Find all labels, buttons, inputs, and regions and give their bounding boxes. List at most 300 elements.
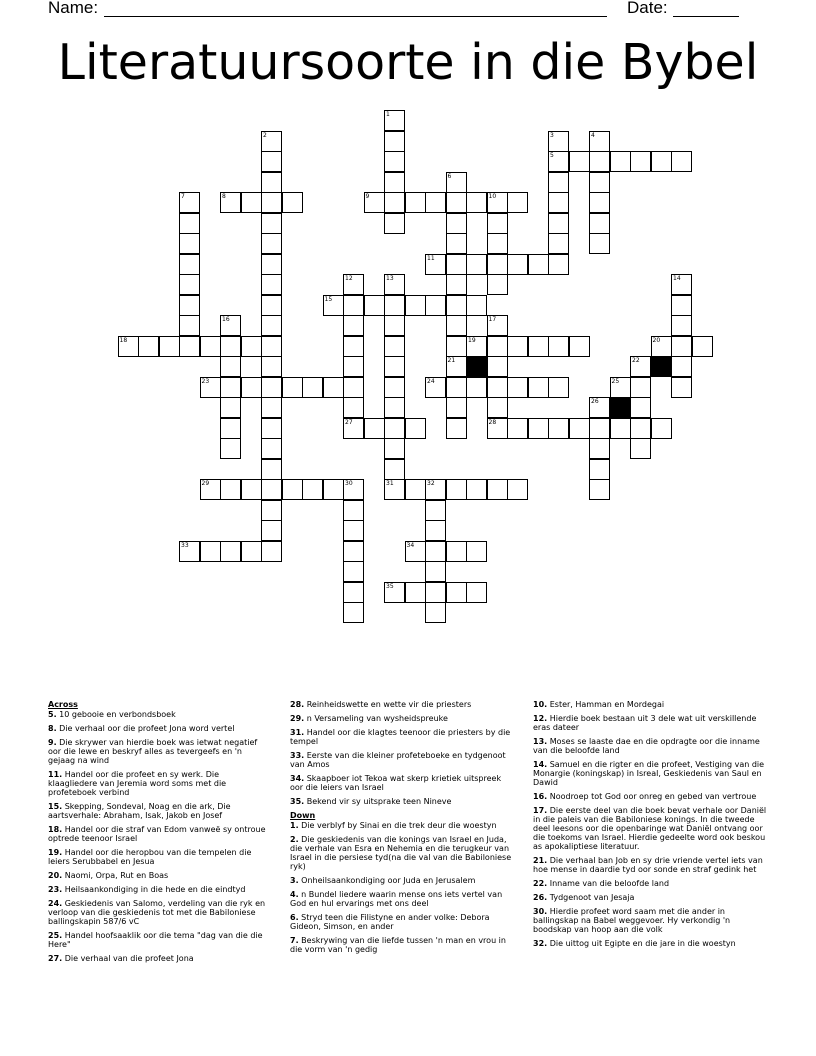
clue-item-number: 22. bbox=[533, 879, 548, 888]
grid-cell[interactable] bbox=[446, 274, 467, 295]
grid-cell[interactable] bbox=[487, 274, 508, 295]
grid-cell[interactable] bbox=[384, 151, 405, 172]
grid-cell[interactable] bbox=[343, 336, 364, 357]
grid-cell[interactable] bbox=[610, 151, 631, 172]
clue-number: 11 bbox=[427, 254, 435, 262]
clue-item bbox=[533, 939, 768, 948]
clue-item-text: Hierdie boek bestaan uit 3 dele wat uit verskillende eras dateer bbox=[533, 714, 757, 732]
grid-cell[interactable] bbox=[384, 274, 405, 295]
clue-item bbox=[290, 913, 515, 931]
grid-cell[interactable] bbox=[548, 172, 569, 193]
clue-item bbox=[533, 856, 768, 874]
grid-cell[interactable] bbox=[384, 213, 405, 234]
clue-item bbox=[48, 770, 270, 797]
grid-cell[interactable] bbox=[630, 356, 651, 377]
clue-number: 14 bbox=[673, 275, 681, 282]
grid-cell[interactable] bbox=[343, 397, 364, 418]
grid-cell[interactable] bbox=[425, 254, 446, 275]
clue-number: 8 bbox=[222, 193, 226, 200]
clue-item-text: Tydgenoot van Jesaja bbox=[547, 893, 635, 902]
clue-number: 6 bbox=[447, 172, 452, 180]
grid-cell[interactable] bbox=[548, 254, 569, 275]
grid-cell[interactable] bbox=[261, 459, 282, 480]
clue-item-text: Beskrywing van die liefde tussen 'n man en vrou in die vorm van 'n gedig bbox=[290, 936, 506, 954]
clue-item-number: 9. bbox=[48, 738, 57, 747]
clue-item-text: Handel oor die heropbou van die tempelen die leiers Serubbabel en Jesua bbox=[48, 848, 252, 866]
clue-number: 18 bbox=[119, 336, 128, 344]
grid-cell[interactable] bbox=[200, 479, 221, 500]
grid-cell[interactable] bbox=[692, 336, 713, 357]
grid-cell[interactable] bbox=[425, 541, 446, 562]
grid-cell[interactable] bbox=[343, 582, 364, 603]
clue-item-number: 19. bbox=[48, 848, 63, 857]
grid-cell[interactable] bbox=[425, 192, 446, 213]
clue-item-number: 26. bbox=[533, 893, 548, 902]
grid-cell[interactable] bbox=[384, 397, 405, 418]
grid-cell[interactable] bbox=[671, 336, 692, 357]
clue-item-number: 18. bbox=[48, 825, 63, 834]
clue-item-text: Skaapboer iot Tekoa wat skerp krietiek uitspreek oor die leiers van Israel bbox=[290, 774, 502, 792]
grid-cell[interactable] bbox=[220, 438, 241, 459]
clue-item-text: Die verhaal ban Job en sy drie vriende vertel iets van hoe mense in daardie tyd oor sonde en straf gedink het bbox=[533, 856, 763, 874]
clue-number: 22 bbox=[632, 357, 640, 364]
clue-item-number: 21. bbox=[533, 856, 548, 865]
grid-cell[interactable] bbox=[446, 356, 467, 377]
grid-cell[interactable] bbox=[179, 336, 200, 357]
grid-cell[interactable] bbox=[487, 254, 508, 275]
grid-cell[interactable] bbox=[589, 131, 610, 152]
clue-item bbox=[533, 893, 768, 902]
grid-cell[interactable] bbox=[364, 295, 385, 316]
grid-cell[interactable] bbox=[179, 213, 200, 234]
grid-block bbox=[651, 356, 672, 377]
grid-cell[interactable] bbox=[323, 295, 344, 316]
grid-cell[interactable] bbox=[569, 336, 590, 357]
grid-cell[interactable] bbox=[179, 295, 200, 316]
grid-cell[interactable] bbox=[425, 479, 446, 500]
grid-cell[interactable] bbox=[261, 274, 282, 295]
grid-cell[interactable] bbox=[630, 438, 651, 459]
grid-cell[interactable] bbox=[651, 418, 672, 439]
grid-cell[interactable] bbox=[487, 397, 508, 418]
clue-item-number: 20. bbox=[48, 871, 63, 880]
clue-item-number: 7. bbox=[290, 936, 299, 945]
grid-cell[interactable] bbox=[384, 377, 405, 398]
clue-section-heading: Across bbox=[48, 700, 78, 709]
grid-cell[interactable] bbox=[343, 356, 364, 377]
clue-item-number: 23. bbox=[48, 885, 63, 894]
clue-item bbox=[290, 751, 515, 769]
grid-cell[interactable] bbox=[466, 479, 487, 500]
grid-cell[interactable] bbox=[384, 356, 405, 377]
grid-cell[interactable] bbox=[548, 192, 569, 213]
grid-cell[interactable] bbox=[548, 151, 569, 172]
grid-cell[interactable] bbox=[548, 336, 569, 357]
grid-cell[interactable] bbox=[384, 438, 405, 459]
clue-item-text: Noodroep tot God oor onreg en gebed van vertroue bbox=[547, 792, 757, 801]
grid-cell[interactable] bbox=[241, 377, 262, 398]
grid-cell[interactable] bbox=[446, 377, 467, 398]
grid-cell[interactable] bbox=[384, 192, 405, 213]
clue-item bbox=[290, 821, 515, 830]
grid-cell[interactable] bbox=[261, 192, 282, 213]
grid-cell[interactable] bbox=[261, 479, 282, 500]
grid-cell[interactable] bbox=[466, 582, 487, 603]
grid-cell[interactable] bbox=[302, 479, 323, 500]
grid-cell[interactable] bbox=[548, 131, 569, 152]
clue-item-text: Die uittog uit Egipte en die jare in die woestyn bbox=[547, 939, 736, 948]
grid-cell[interactable] bbox=[630, 151, 651, 172]
clue-item bbox=[290, 774, 515, 792]
clue-item-text: Inname van die beloofde land bbox=[547, 879, 670, 888]
grid-cell[interactable] bbox=[446, 233, 467, 254]
grid-cell[interactable] bbox=[159, 336, 180, 357]
grid-cell[interactable] bbox=[241, 541, 262, 562]
grid-cell[interactable] bbox=[384, 479, 405, 500]
grid-cell[interactable] bbox=[179, 541, 200, 562]
clue-number: 26 bbox=[591, 398, 599, 405]
grid-cell[interactable] bbox=[589, 172, 610, 193]
grid-cell[interactable] bbox=[446, 295, 467, 316]
grid-cell[interactable] bbox=[487, 233, 508, 254]
grid-cell[interactable] bbox=[405, 295, 426, 316]
clue-item-text: Die eerste deel van die boek bevat verhale oor Daniël in die paleis van die Babiloniese konings. In die tweede deel leesons oor die openbaringe wat Daniël ontvang oor die toekoms van Israel. Hierdie gedeelte word ook beskou as apokaliptiese literatuur. bbox=[533, 806, 767, 851]
clue-number: 33 bbox=[181, 541, 189, 549]
grid-cell[interactable] bbox=[528, 254, 549, 275]
grid-cell[interactable] bbox=[200, 336, 221, 357]
grid-cell[interactable] bbox=[384, 172, 405, 193]
grid-cell[interactable] bbox=[528, 336, 549, 357]
grid-cell[interactable] bbox=[343, 520, 364, 541]
grid-cell[interactable] bbox=[282, 192, 303, 213]
grid-cell[interactable] bbox=[179, 233, 200, 254]
grid-cell[interactable] bbox=[569, 418, 590, 439]
grid-cell[interactable] bbox=[343, 377, 364, 398]
clue-item-text: Geskiedenis van Salomo, verdeling van die ryk en verloop van die geskiedenis tot met die Babiloniese ballingskapin 587/6 vC bbox=[48, 899, 266, 926]
grid-cell[interactable] bbox=[446, 172, 467, 193]
grid-cell[interactable] bbox=[220, 356, 241, 377]
grid-cell[interactable] bbox=[548, 233, 569, 254]
grid-cell[interactable] bbox=[261, 151, 282, 172]
grid-cell[interactable] bbox=[261, 377, 282, 398]
clue-item-number: 31. bbox=[290, 728, 305, 737]
grid-cell[interactable] bbox=[241, 479, 262, 500]
grid-cell[interactable] bbox=[651, 336, 672, 357]
clue-item bbox=[533, 806, 768, 851]
grid-cell[interactable] bbox=[241, 192, 262, 213]
grid-cell[interactable] bbox=[343, 541, 364, 562]
grid-cell[interactable] bbox=[179, 315, 200, 336]
grid-cell[interactable] bbox=[446, 541, 467, 562]
clue-item bbox=[48, 954, 270, 963]
grid-cell[interactable] bbox=[241, 336, 262, 357]
grid-cell[interactable] bbox=[323, 479, 344, 500]
grid-cell[interactable] bbox=[651, 151, 672, 172]
grid-cell[interactable] bbox=[261, 541, 282, 562]
grid-cell[interactable] bbox=[466, 336, 487, 357]
grid-block bbox=[610, 397, 631, 418]
grid-cell[interactable] bbox=[220, 377, 241, 398]
clue-item-text: Samuel en die rigter en die profeet, Vestiging van die Monargie (koningskap) in Isreal, Geskiedenis van Saul en Dawid bbox=[533, 760, 765, 787]
grid-cell[interactable] bbox=[425, 582, 446, 603]
clue-item-number: 1. bbox=[290, 821, 299, 830]
clue-item bbox=[290, 890, 515, 908]
grid-cell[interactable] bbox=[466, 192, 487, 213]
grid-cell[interactable] bbox=[507, 192, 528, 213]
grid-cell[interactable] bbox=[610, 418, 631, 439]
date-label: Date: bbox=[627, 0, 668, 17]
grid-cell[interactable] bbox=[671, 315, 692, 336]
grid-cell[interactable] bbox=[425, 602, 446, 623]
clue-item-text: Moses se laaste dae en die opdragte oor die inname van die beloofde land bbox=[533, 737, 760, 755]
grid-cell[interactable] bbox=[384, 315, 405, 336]
grid-cell[interactable] bbox=[302, 377, 323, 398]
grid-cell[interactable] bbox=[671, 295, 692, 316]
grid-cell[interactable] bbox=[671, 274, 692, 295]
clue-item bbox=[533, 737, 768, 755]
grid-cell[interactable] bbox=[446, 397, 467, 418]
grid-cell[interactable] bbox=[446, 479, 467, 500]
grid-cell[interactable] bbox=[261, 233, 282, 254]
grid-cell[interactable] bbox=[384, 582, 405, 603]
grid-cell[interactable] bbox=[446, 418, 467, 439]
grid-cell[interactable] bbox=[589, 479, 610, 500]
grid-cell[interactable] bbox=[220, 541, 241, 562]
clue-item-number: 33. bbox=[290, 751, 305, 760]
grid-cell[interactable] bbox=[384, 418, 405, 439]
grid-cell[interactable] bbox=[343, 295, 364, 316]
grid-cell[interactable] bbox=[220, 192, 241, 213]
grid-cell[interactable] bbox=[384, 110, 405, 131]
grid-cell[interactable] bbox=[589, 397, 610, 418]
grid-cell[interactable] bbox=[384, 295, 405, 316]
clue-number: 29 bbox=[201, 480, 210, 487]
grid-cell[interactable] bbox=[466, 295, 487, 316]
grid-cell[interactable] bbox=[507, 418, 528, 439]
grid-cell[interactable] bbox=[405, 418, 426, 439]
grid-cell[interactable] bbox=[323, 377, 344, 398]
grid-cell[interactable] bbox=[548, 213, 569, 234]
grid-cell[interactable] bbox=[179, 274, 200, 295]
clue-item-number: 13. bbox=[533, 737, 548, 746]
grid-cell[interactable] bbox=[405, 541, 426, 562]
grid-cell[interactable] bbox=[446, 213, 467, 234]
grid-cell[interactable] bbox=[425, 500, 446, 521]
clue-item-number: 4. bbox=[290, 890, 299, 899]
grid-cell[interactable] bbox=[200, 377, 221, 398]
grid-cell[interactable] bbox=[466, 541, 487, 562]
grid-cell[interactable] bbox=[384, 336, 405, 357]
grid-cell[interactable] bbox=[487, 315, 508, 336]
grid-cell[interactable] bbox=[343, 500, 364, 521]
clue-item-text: Bekend vir sy uitsprake teen Nineve bbox=[304, 797, 452, 806]
grid-cell[interactable] bbox=[405, 479, 426, 500]
grid-cell[interactable] bbox=[446, 315, 467, 336]
clue-number: 1 bbox=[386, 111, 390, 118]
grid-cell[interactable] bbox=[569, 151, 590, 172]
grid-cell[interactable] bbox=[487, 479, 508, 500]
grid-cell[interactable] bbox=[261, 295, 282, 316]
grid-cell[interactable] bbox=[528, 418, 549, 439]
clue-item-text: Eerste van die kleiner profeteboeke en tydgenoot van Amos bbox=[290, 751, 506, 769]
grid-cell[interactable] bbox=[343, 315, 364, 336]
grid-cell[interactable] bbox=[261, 356, 282, 377]
clue-item bbox=[533, 879, 768, 888]
grid-cell[interactable] bbox=[671, 356, 692, 377]
grid-cell[interactable] bbox=[630, 418, 651, 439]
grid-cell[interactable] bbox=[487, 356, 508, 377]
grid-cell[interactable] bbox=[220, 479, 241, 500]
grid-cell[interactable] bbox=[261, 213, 282, 234]
grid-cell[interactable] bbox=[220, 336, 241, 357]
grid-cell[interactable] bbox=[261, 131, 282, 152]
clue-number: 24 bbox=[427, 377, 435, 385]
clue-number: 5 bbox=[550, 152, 554, 159]
clue-item-number: 25. bbox=[48, 931, 63, 940]
grid-cell[interactable] bbox=[487, 336, 508, 357]
grid-cell[interactable] bbox=[507, 377, 528, 398]
clue-item-text: Skepping, Sondeval, Noag en die ark, Die aartsverhale: Abraham, Isak, Jakob en Josef bbox=[48, 802, 231, 820]
grid-cell[interactable] bbox=[589, 233, 610, 254]
clue-number: 13 bbox=[386, 275, 394, 282]
clues-column-1 bbox=[48, 700, 270, 968]
grid-cell[interactable] bbox=[405, 582, 426, 603]
grid-cell[interactable] bbox=[343, 418, 364, 439]
grid-cell[interactable] bbox=[261, 254, 282, 275]
clue-item-number: 16. bbox=[533, 792, 548, 801]
clue-item bbox=[48, 825, 270, 843]
grid-cell[interactable] bbox=[425, 377, 446, 398]
grid-cell[interactable] bbox=[548, 418, 569, 439]
clue-item bbox=[48, 899, 270, 926]
clue-item-text: Reinheidswette en wette vir die priesters bbox=[304, 700, 472, 709]
clue-item bbox=[48, 738, 270, 765]
grid-cell[interactable] bbox=[589, 151, 610, 172]
clue-item bbox=[48, 724, 270, 733]
grid-cell[interactable] bbox=[548, 377, 569, 398]
grid-cell[interactable] bbox=[118, 336, 139, 357]
clue-item-number: 35. bbox=[290, 797, 305, 806]
grid-cell[interactable] bbox=[425, 520, 446, 541]
grid-cell[interactable] bbox=[220, 397, 241, 418]
clue-item bbox=[290, 797, 515, 806]
grid-cell[interactable] bbox=[179, 254, 200, 275]
clue-item-number: 3. bbox=[290, 876, 299, 885]
grid-cell[interactable] bbox=[466, 377, 487, 398]
clue-number: 31 bbox=[386, 480, 394, 487]
grid-cell[interactable] bbox=[220, 418, 241, 439]
grid-cell[interactable] bbox=[507, 479, 528, 500]
grid-cell[interactable] bbox=[487, 192, 508, 213]
clue-item-text: Handel oor die klagtes teenoor die priesters by die tempel bbox=[290, 728, 511, 746]
grid-cell[interactable] bbox=[364, 192, 385, 213]
grid-cell[interactable] bbox=[446, 254, 467, 275]
grid-cell[interactable] bbox=[446, 336, 467, 357]
grid-cell[interactable] bbox=[261, 438, 282, 459]
grid-cell[interactable] bbox=[343, 561, 364, 582]
clue-number: 23 bbox=[201, 377, 210, 385]
grid-cell[interactable] bbox=[589, 192, 610, 213]
grid-cell[interactable] bbox=[220, 315, 241, 336]
grid-cell[interactable] bbox=[261, 418, 282, 439]
grid-cell[interactable] bbox=[446, 192, 467, 213]
clue-item bbox=[48, 885, 270, 894]
grid-cell[interactable] bbox=[487, 213, 508, 234]
grid-cell[interactable] bbox=[282, 377, 303, 398]
clue-number: 9 bbox=[365, 193, 370, 200]
grid-cell[interactable] bbox=[364, 418, 385, 439]
clue-item-number: 17. bbox=[533, 806, 548, 815]
grid-cell[interactable] bbox=[528, 377, 549, 398]
grid-cell[interactable] bbox=[589, 418, 610, 439]
grid-cell[interactable] bbox=[179, 192, 200, 213]
grid-cell[interactable] bbox=[507, 254, 528, 275]
grid-cell[interactable] bbox=[589, 459, 610, 480]
grid-cell[interactable] bbox=[343, 479, 364, 500]
grid-cell[interactable] bbox=[384, 131, 405, 152]
clue-item-number: 5. bbox=[48, 710, 57, 719]
grid-cell[interactable] bbox=[405, 192, 426, 213]
grid-cell[interactable] bbox=[507, 336, 528, 357]
clue-item-number: 6. bbox=[290, 913, 299, 922]
grid-cell[interactable] bbox=[630, 377, 651, 398]
clue-item-text: Handel hoofsaaklik oor die tema "dag van die die Here" bbox=[48, 931, 263, 949]
clue-item-text: n Bundel liedere waarin mense ons iets vertel van God en hul ervarings met ons deel bbox=[290, 890, 503, 908]
clue-item-number: 8. bbox=[48, 724, 57, 733]
clue-number: 3 bbox=[550, 131, 554, 139]
clue-item bbox=[290, 835, 515, 871]
grid-cell[interactable] bbox=[446, 582, 467, 603]
clue-item-text: Handel oor die straf van Edom vanweë sy ontroue optrede teenoor Israel bbox=[48, 825, 266, 843]
grid-cell[interactable] bbox=[487, 418, 508, 439]
clue-item-number: 2. bbox=[290, 835, 299, 844]
grid-cell[interactable] bbox=[261, 397, 282, 418]
grid-cell[interactable] bbox=[282, 479, 303, 500]
grid-cell[interactable] bbox=[261, 315, 282, 336]
grid-cell[interactable] bbox=[138, 336, 159, 357]
grid-cell[interactable] bbox=[425, 295, 446, 316]
grid-cell[interactable] bbox=[261, 336, 282, 357]
grid-cell[interactable] bbox=[630, 397, 651, 418]
clue-number: 10 bbox=[488, 193, 497, 200]
grid-cell[interactable] bbox=[384, 459, 405, 480]
clue-item bbox=[290, 700, 515, 709]
grid-cell[interactable] bbox=[343, 602, 364, 623]
grid-cell[interactable] bbox=[671, 151, 692, 172]
clue-item-text: n Versameling van wysheidspreuke bbox=[304, 714, 448, 723]
grid-cell[interactable] bbox=[200, 541, 221, 562]
grid-cell[interactable] bbox=[589, 213, 610, 234]
grid-cell[interactable] bbox=[343, 274, 364, 295]
grid-cell[interactable] bbox=[610, 377, 631, 398]
clue-item-text: Naomi, Orpa, Rut en Boas bbox=[62, 871, 169, 880]
clue-item-number: 30. bbox=[533, 907, 548, 916]
grid-cell[interactable] bbox=[487, 377, 508, 398]
clue-number: 35 bbox=[386, 582, 394, 590]
clue-item-number: 12. bbox=[533, 714, 548, 723]
grid-cell[interactable] bbox=[466, 254, 487, 275]
clue-number: 16 bbox=[222, 316, 230, 323]
clue-number: 19 bbox=[468, 336, 476, 344]
grid-cell[interactable] bbox=[425, 561, 446, 582]
grid-cell[interactable] bbox=[261, 500, 282, 521]
grid-cell[interactable] bbox=[589, 438, 610, 459]
clue-item-text: Stryd teen die Filistyne en ander volke: Debora Gideon, Simson, en ander bbox=[290, 913, 490, 931]
grid-cell[interactable] bbox=[261, 172, 282, 193]
grid-cell[interactable] bbox=[261, 520, 282, 541]
clue-item bbox=[533, 700, 768, 709]
grid-cell[interactable] bbox=[671, 377, 692, 398]
